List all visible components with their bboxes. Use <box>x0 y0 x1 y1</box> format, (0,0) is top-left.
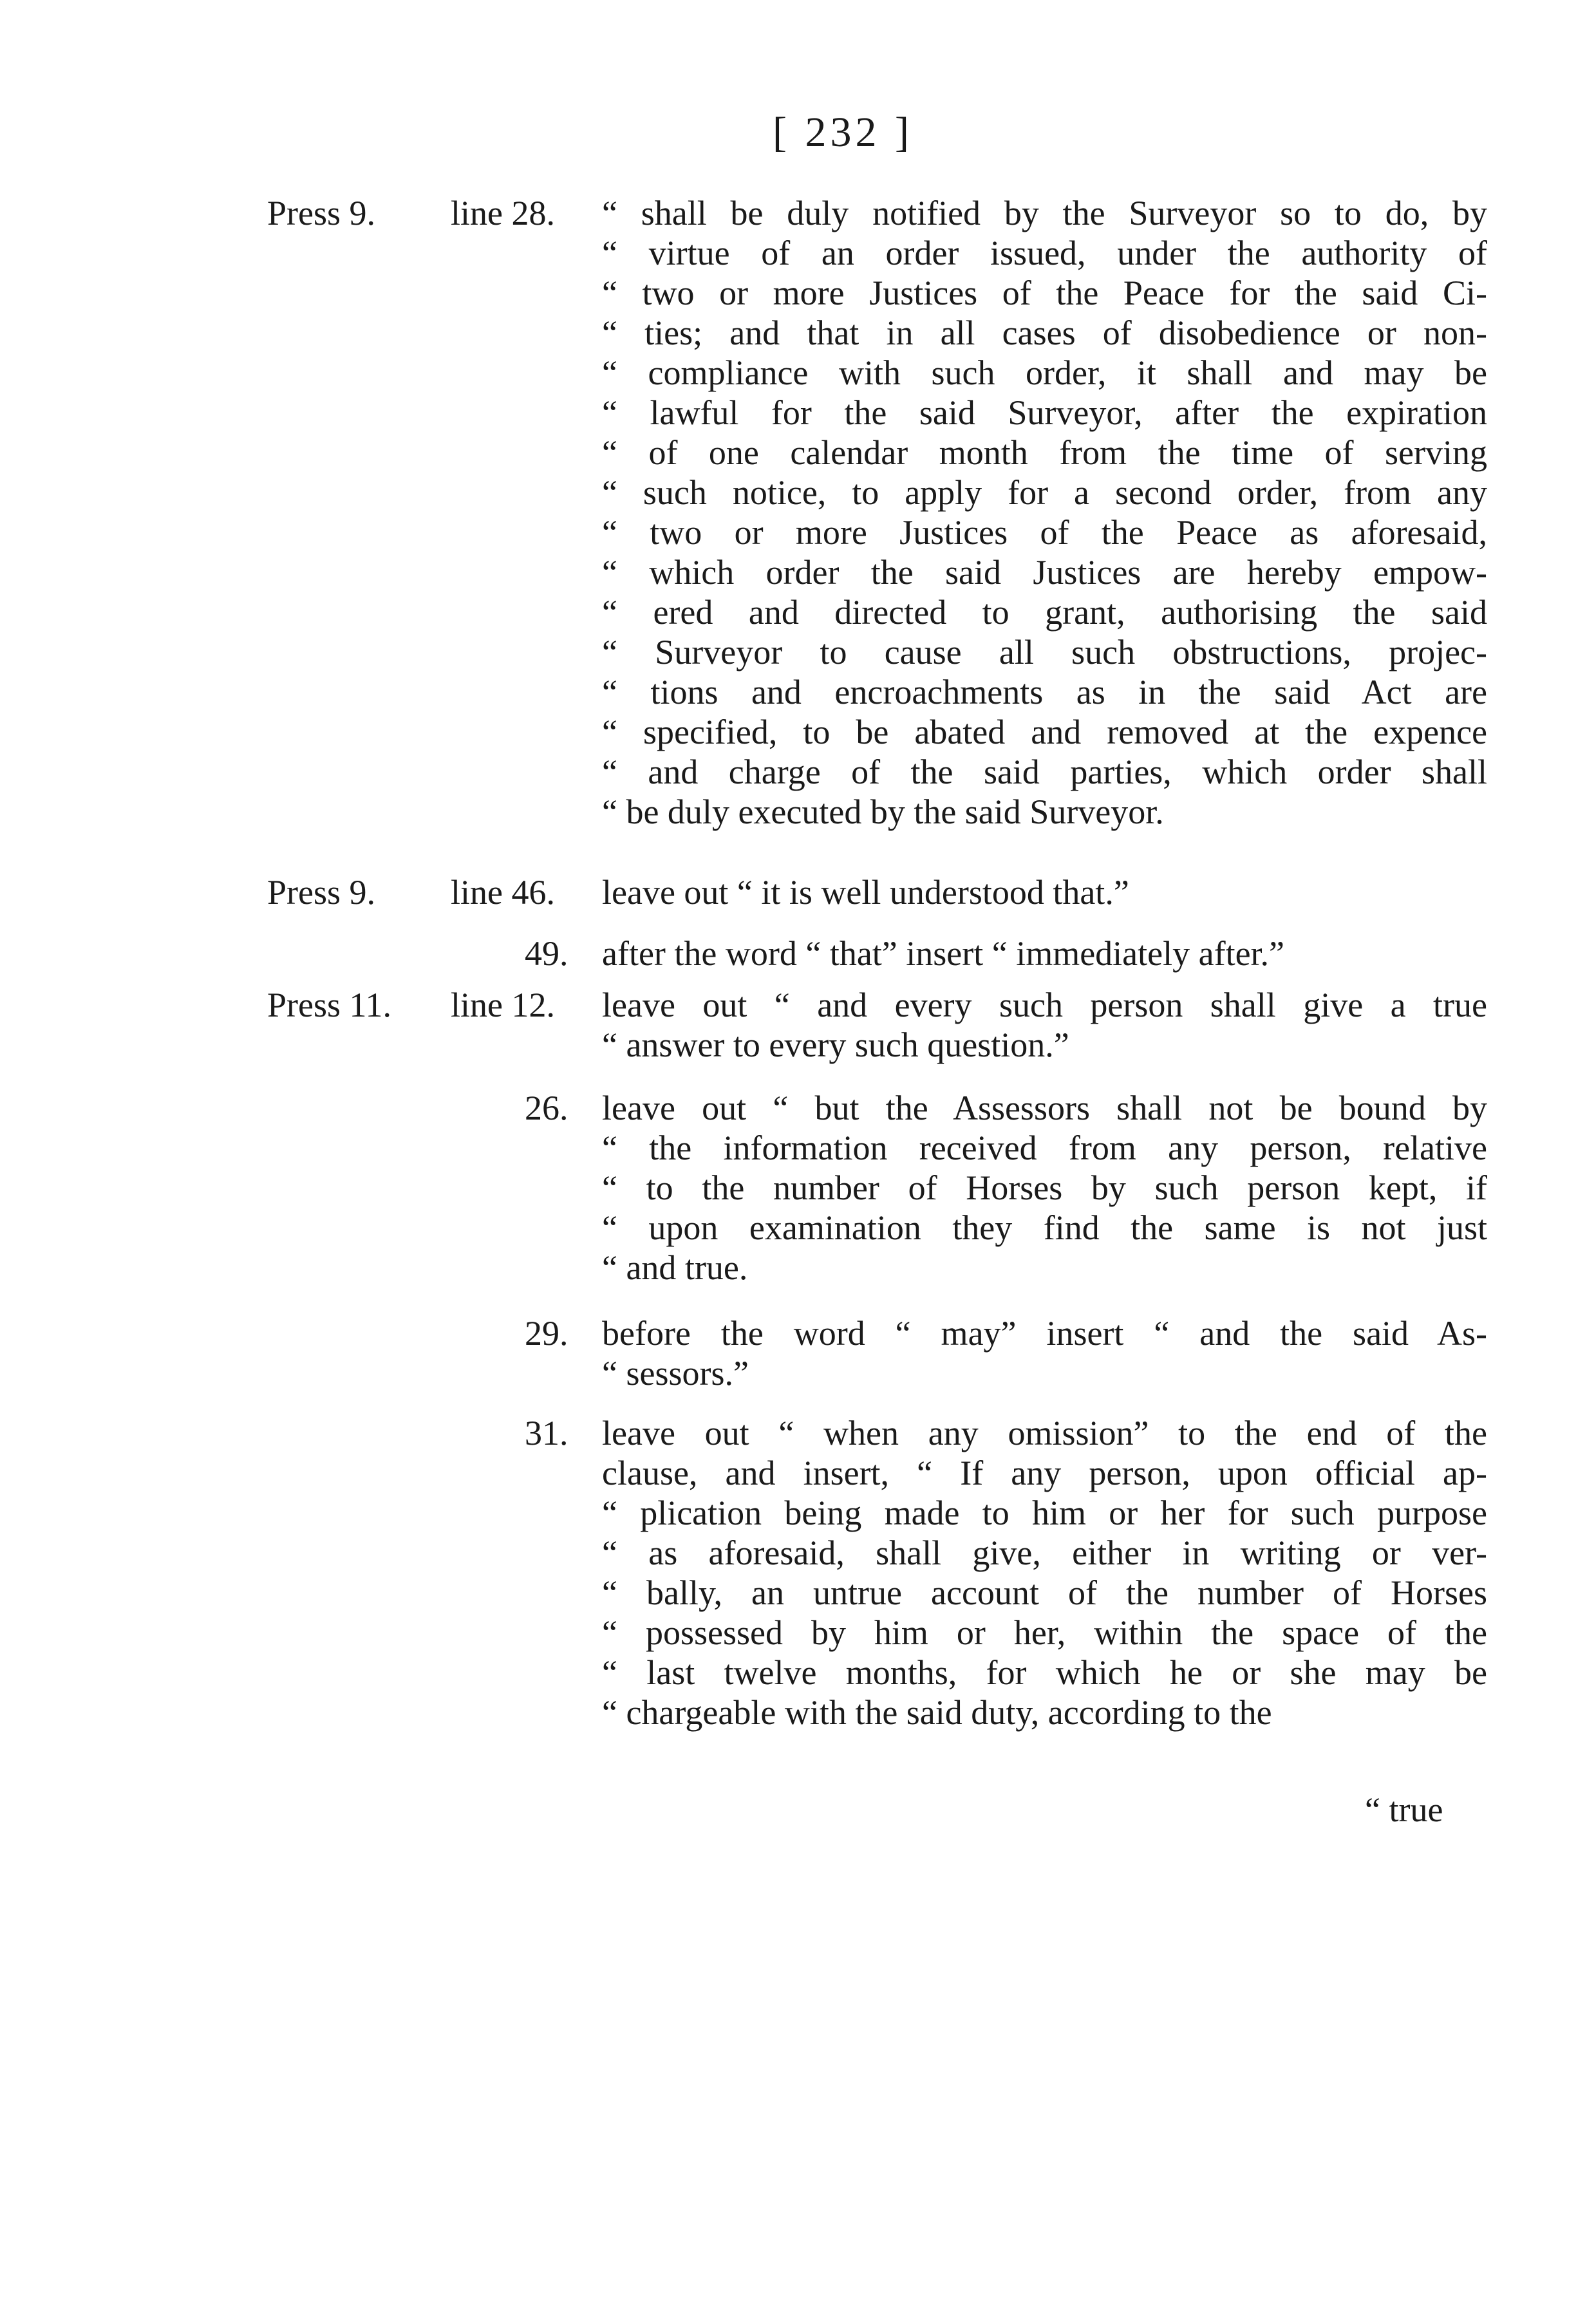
press-reference: Press 9. <box>267 873 376 912</box>
text-line: “ bally, an untrue account of the number of Horses <box>602 1573 1487 1612</box>
press-reference: Press 9. <box>267 194 376 232</box>
text-line: “ possessed by him or her, within the space of the <box>602 1613 1487 1652</box>
text-line: “ virtue of an order issued, under the authority of <box>602 234 1487 272</box>
line-number: 29. <box>525 1314 568 1353</box>
text-line: “ lawful for the said Surveyor, after the expiration <box>602 393 1487 432</box>
amendment-text <box>602 1413 1487 1732</box>
text-line: “ last twelve months, for which he or she may be <box>602 1653 1487 1692</box>
text-line: “ specified, to be abated and removed at the expence <box>602 713 1487 751</box>
amendment-text <box>602 934 1487 973</box>
text-line: “ chargeable with the said duty, according to the <box>602 1693 1272 1732</box>
page-number: [ 232 ] <box>773 109 913 156</box>
amendment-text <box>602 1313 1487 1393</box>
line-reference: line 12. <box>451 986 555 1024</box>
text-line: “ tions and encroachments as in the said Act are <box>602 673 1487 711</box>
text-line: “ Surveyor to cause all such obstructions, projec- <box>602 633 1487 671</box>
amendment-text <box>602 872 1487 912</box>
text-line: “ answer to every such question.” <box>602 1026 1069 1064</box>
text-line: “ and true. <box>602 1248 748 1287</box>
amendment-text <box>602 1088 1487 1288</box>
text-line: “ as aforesaid, shall give, either in writing or ver- <box>602 1534 1487 1572</box>
text-line: “ shall be duly notified by the Surveyor so to do, by <box>602 194 1487 232</box>
text-line: leave out “ and every such person shall give a true <box>602 986 1487 1024</box>
text-line: “ ered and directed to grant, authorising the said <box>602 593 1487 632</box>
text-line: leave out “ but the Assessors shall not be bound by <box>602 1089 1487 1127</box>
text-line: before the word “ may” insert “ and the said As- <box>602 1314 1487 1353</box>
text-line: clause, and insert, “ If any person, upon official ap- <box>602 1454 1487 1492</box>
text-line: “ compliance with such order, it shall and may be <box>602 353 1487 392</box>
text-line: “ to the number of Horses by such person kept, if <box>602 1168 1487 1207</box>
text-line: “ sessors.” <box>602 1354 749 1393</box>
text-line: “ of one calendar month from the time of serving <box>602 433 1487 472</box>
text-line: “ plication being made to him or her for such purpose <box>602 1494 1487 1532</box>
text-line: “ two or more Justices of the Peace for the said Ci- <box>602 274 1487 312</box>
amendment-text <box>602 985 1487 1065</box>
text-line: leave out “ when any omission” to the end of the <box>602 1414 1487 1452</box>
text-line: “ two or more Justices of the Peace as aforesaid, <box>602 513 1487 552</box>
line-number: 26. <box>525 1089 568 1127</box>
catchword: “ true <box>1365 1790 1443 1829</box>
text-line: after the word “ that” insert “ immediately after.” <box>602 934 1285 973</box>
text-line: “ ties; and that in all cases of disobedience or non- <box>602 314 1487 352</box>
text-line: “ and charge of the said parties, which order shall <box>602 753 1487 791</box>
text-line: leave out “ it is well understood that.” <box>602 873 1129 912</box>
line-number: 31. <box>525 1414 568 1452</box>
line-number: 49. <box>525 934 568 973</box>
text-line: “ be duly executed by the said Surveyor. <box>602 793 1164 831</box>
text-line: “ which order the said Justices are hereby empow- <box>602 553 1487 592</box>
line-reference: line 28. <box>451 194 555 232</box>
press-reference: Press 11. <box>267 986 392 1024</box>
text-line: “ such notice, to apply for a second order, from any <box>602 473 1487 512</box>
amendment-text <box>602 193 1487 832</box>
text-line: “ the information received from any person, relative <box>602 1129 1487 1167</box>
line-reference: line 46. <box>451 873 555 912</box>
text-line: “ upon examination they find the same is not just <box>602 1208 1487 1247</box>
